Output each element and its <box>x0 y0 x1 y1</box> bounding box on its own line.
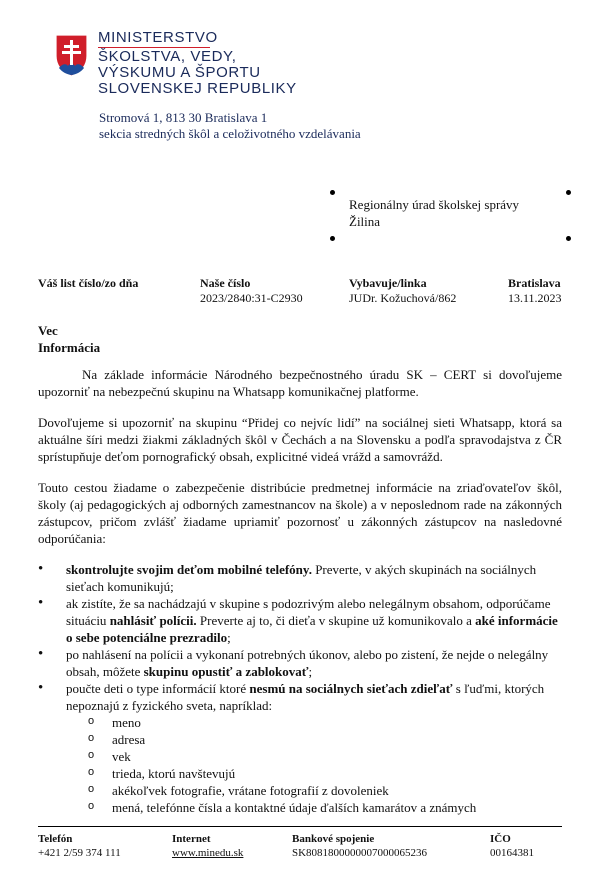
ministry-line: MINISTERSTVO <box>98 29 218 46</box>
sub-list-item: o meno <box>84 714 562 731</box>
handler-label: Vybavuje/linka <box>349 276 427 290</box>
recipient-address <box>349 196 519 230</box>
bank-label: Bankové spojenie <box>292 833 375 845</box>
emphasis: aké informácie o sebe potenciálne prezradilo <box>66 613 558 645</box>
subject-label: Vec <box>38 323 58 338</box>
sub-list-item: o akékoľvek fotografie, vrátane fotografií z dovoleniek <box>84 782 562 799</box>
address-corner-mark <box>566 190 571 195</box>
footer-divider <box>38 826 562 827</box>
ministry-line: SLOVENSKEJ REPUBLIKY <box>98 80 297 97</box>
emphasis: skupinu opustiť a zablokovať <box>143 664 309 679</box>
ico-value: 00164381 <box>490 847 534 859</box>
recipient-line: Žilina <box>349 214 381 229</box>
phone-value: +421 2/59 374 111 <box>38 847 121 859</box>
text: poučte deti o type informácií ktoré <box>66 681 250 696</box>
list-item <box>38 646 562 680</box>
list-item <box>38 680 562 816</box>
text: ; <box>308 664 313 679</box>
sub-list <box>66 714 562 816</box>
sub-list-item: o trieda, ktorú navštevujú <box>84 765 562 782</box>
handler-value: JUDr. Kožuchová/862 <box>349 291 457 305</box>
website-link[interactable]: www.minedu.sk <box>172 847 244 859</box>
recommendation-list <box>38 561 562 816</box>
your-ref-label: Váš list číslo/zo dňa <box>38 276 139 290</box>
text: ; <box>227 630 231 645</box>
bank-value: SK8081800000007000065236 <box>292 847 428 859</box>
paragraph: Dovoľujeme si upozorniť na skupinu “Přidej co nejvíc lidí” na sociálnej sieti Whatsapp, ktorá sa aktuálne šíri medzi žiakmi základných škôl v Čechách a na Slovensku a podľa spravodajstva z ČR sprístupňuje deťom pornografický obsah, explicitné videá vrážd a samovrážd. <box>38 415 562 464</box>
text: Preverte aj to, či dieťa v skupine už komunikovalo a <box>196 613 476 628</box>
list-item <box>38 561 562 595</box>
emphasis: nahlásiť polícii. <box>109 613 197 628</box>
ministry-name <box>98 30 297 97</box>
paragraph: Touto cestou žiadame o zabezpečenie distribúcie predmetnej informácie na zriaďovateľov škôl, školy (aj pedagogických aj odborných zamestnancov na škole) a v neposlednom rade na zákonných zástupcov, pričom zvlášť žiadame upriamiť pozornosť u zákonných zástupcov na nasledovné odporúčania: <box>38 480 562 546</box>
recipient-line: Regionálny úrad školskej správy <box>349 197 520 212</box>
sub-list-item: o mená, telefónne čísla a kontaktné údaje ďalších kamarátov a známych <box>84 799 562 816</box>
emphasis: nesmú na sociálnych sieťach zdieľať <box>249 681 453 696</box>
web-label: Internet <box>172 833 211 845</box>
section-line: sekcia stredných škôl a celoživotného vzdelávania <box>99 126 361 141</box>
text: Preverte, v akých skupinách na sociálnych sieťach komunikujú; <box>66 562 537 594</box>
sender-address <box>99 110 361 142</box>
paragraph: Na základe informácie Národného bezpečnostného úradu SK – CERT si dovoľujeme upozorniť na nebezpečnú skupinu na Whatsapp komunikačnej platforme. <box>38 367 562 399</box>
ministry-line: VÝSKUMU A ŠPORTU <box>98 64 261 81</box>
your-ref <box>38 276 138 291</box>
place-label: Bratislava <box>508 276 561 290</box>
text: ak zistíte, že sa nachádzajú v skupine s podozrivým alebo nelegálnym obsahom, odporúčame situáciu <box>66 596 551 628</box>
text: s ľuďmi, ktorých nepoznajú z fyzického sveta, napríklad: <box>66 681 545 713</box>
subject <box>38 322 100 356</box>
footer-phone <box>38 832 121 860</box>
address-corner-mark <box>566 236 571 241</box>
subject-title: Informácia <box>38 340 101 355</box>
slovak-coat-of-arms-icon <box>55 34 88 77</box>
address-corner-mark <box>330 236 335 241</box>
sub-list-item: o adresa <box>84 731 562 748</box>
sub-list-item: o vek <box>84 748 562 765</box>
place-date <box>508 276 562 306</box>
address-line: Stromová 1, 813 30 Bratislava 1 <box>99 110 268 125</box>
handler <box>349 276 456 306</box>
footer-web <box>172 832 243 860</box>
ico-label: IČO <box>490 833 511 845</box>
footer-ico <box>490 832 534 860</box>
our-ref <box>200 276 303 306</box>
our-ref-label: Naše číslo <box>200 276 251 290</box>
emphasis: skontrolujte svojim deťom mobilné telefóny. <box>66 562 312 577</box>
text: po nahlásení na polícii a vykonaní potrebných úkonov, alebo po zistení, že nejde o nelegálny obsah, môžete <box>66 647 549 679</box>
phone-label: Telefón <box>38 833 73 845</box>
address-corner-mark <box>330 190 335 195</box>
letter-body <box>38 366 562 816</box>
ministry-line: ŠKOLSTVA, VEDY, <box>98 48 237 65</box>
our-ref-value: 2023/2840:31-C2930 <box>200 291 303 305</box>
footer-bank <box>292 832 427 860</box>
list-item <box>38 595 562 646</box>
date-value: 13.11.2023 <box>508 291 562 305</box>
